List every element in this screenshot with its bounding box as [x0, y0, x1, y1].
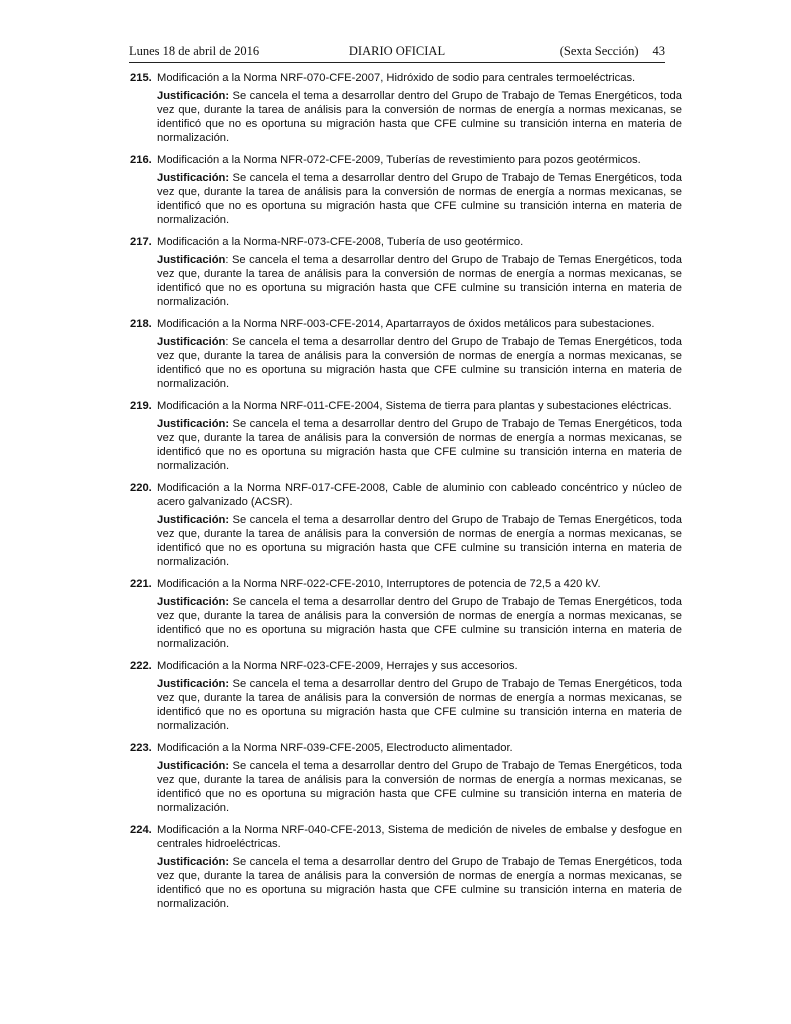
- item-title: [130, 317, 682, 331]
- header-rule: [129, 62, 665, 63]
- item-justification: [130, 677, 682, 733]
- item-title: [130, 481, 682, 509]
- justification-label: Justificación: [157, 336, 226, 348]
- item-number: 215.: [130, 72, 152, 84]
- justification-label: Justificación:: [157, 90, 230, 102]
- item-justification: [130, 513, 682, 569]
- justification-text: Se cancela el tema a desarrollar dentro del Grupo de Trabajo de Temas Energéticos, toda vez que, durante la tarea de análisis para la conversión de normas de energía a normas mexicanas, se identificó que no es oportuna su migración hasta que CFE culmine su transición interna en materia de normalización.: [157, 678, 682, 732]
- item-number: 218.: [130, 318, 152, 330]
- item-number: 220.: [130, 482, 152, 494]
- item-number: 224.: [130, 824, 152, 836]
- list-item: [130, 235, 682, 309]
- item-title-text: Modificación a la Norma NRF-003-CFE-2014, Apartarrayos de óxidos metálicos para subestaciones.: [157, 318, 655, 330]
- justification-text: Se cancela el tema a desarrollar dentro del Grupo de Trabajo de Temas Energéticos, toda vez que, durante la tarea de análisis para la conversión de normas de energía a normas mexicanas, se identificó que no es oportuna su migración hasta que CFE culmine su transición interna en materia de normalización.: [157, 514, 682, 568]
- justification-text: Se cancela el tema a desarrollar dentro del Grupo de Trabajo de Temas Energéticos, toda vez que, durante la tarea de análisis para la conversión de normas de energía a normas mexicanas, se identificó que no es oportuna su migración hasta que CFE culmine su transición interna en materia de normalización.: [157, 418, 682, 472]
- justification-text: Se cancela el tema a desarrollar dentro del Grupo de Trabajo de Temas Energéticos, toda vez que, durante la tarea de análisis para la conversión de normas de energía a normas mexicanas, se identificó que no es oportuna su migración hasta que CFE culmine su transición interna en materia de normalización.: [157, 90, 682, 144]
- header-page-number: 43: [652, 44, 665, 58]
- justification-text: : Se cancela el tema a desarrollar dentro del Grupo de Trabajo de Temas Energéticos, toda vez que, durante la tarea de análisis para la conversión de normas de energía a normas mexicanas, se identificó que no es oportuna su migración hasta que CFE culmine su transición interna en materia de normalización.: [157, 254, 682, 308]
- justification-label: Justificación:: [157, 856, 230, 868]
- justification-label: Justificación:: [157, 678, 230, 690]
- item-justification: [130, 417, 682, 473]
- list-item: [130, 823, 682, 911]
- item-title: [130, 659, 682, 673]
- justification-label: Justificación:: [157, 172, 230, 184]
- justification-label: Justificación:: [157, 418, 230, 430]
- justification-text: Se cancela el tema a desarrollar dentro del Grupo de Trabajo de Temas Energéticos, toda vez que, durante la tarea de análisis para la conversión de normas de energía a normas mexicanas, se identificó que no es oportuna su migración hasta que CFE culmine su transición interna en materia de normalización.: [157, 760, 682, 814]
- item-title-text: Modificación a la Norma NRF-070-CFE-2007, Hidróxido de sodio para centrales termoeléctricas.: [157, 72, 636, 84]
- item-justification: [130, 855, 682, 911]
- item-number: 221.: [130, 578, 152, 590]
- justification-text: Se cancela el tema a desarrollar dentro del Grupo de Trabajo de Temas Energéticos, toda vez que, durante la tarea de análisis para la conversión de normas de energía a normas mexicanas, se identificó que no es oportuna su migración hasta que CFE culmine su transición interna en materia de normalización.: [157, 596, 682, 650]
- justification-label: Justificación:: [157, 514, 230, 526]
- item-justification: [130, 335, 682, 391]
- list-item: [130, 317, 682, 391]
- justification-label: Justificación:: [157, 760, 230, 772]
- list-item: [130, 399, 682, 473]
- list-item: [130, 577, 682, 651]
- items-list: [130, 71, 682, 919]
- header-date: Lunes 18 de abril de 2016: [129, 44, 260, 58]
- list-item: [130, 741, 682, 815]
- header-section-page: [560, 44, 665, 59]
- item-title-text: Modificación a la Norma NRF-039-CFE-2005, Electroducto alimentador.: [157, 742, 513, 754]
- item-justification: [130, 595, 682, 651]
- header-publication: DIARIO OFICIAL: [348, 44, 446, 58]
- item-number: 223.: [130, 742, 152, 754]
- item-number: 217.: [130, 236, 152, 248]
- item-justification: [130, 253, 682, 309]
- justification-label: Justificación:: [157, 596, 230, 608]
- list-item: [130, 153, 682, 227]
- item-justification: [130, 759, 682, 815]
- item-title: [130, 577, 682, 591]
- item-title-text: Modificación a la Norma NRF-017-CFE-2008, Cable de aluminio con cableado concéntrico y núcleo de acero galvanizado (ACSR).: [157, 482, 682, 508]
- header-section: (Sexta Sección): [559, 44, 639, 58]
- justification-label: Justificación: [157, 254, 226, 266]
- justification-text: Se cancela el tema a desarrollar dentro del Grupo de Trabajo de Temas Energéticos, toda vez que, durante la tarea de análisis para la conversión de normas de energía a normas mexicanas, se identificó que no es oportuna su migración hasta que CFE culmine su transición interna en materia de normalización.: [157, 172, 682, 226]
- item-title: [130, 399, 682, 413]
- list-item: [130, 659, 682, 733]
- list-item: [130, 71, 682, 145]
- item-justification: [130, 89, 682, 145]
- justification-text: Se cancela el tema a desarrollar dentro del Grupo de Trabajo de Temas Energéticos, toda vez que, durante la tarea de análisis para la conversión de normas de energía a normas mexicanas, se identificó que no es oportuna su migración hasta que CFE culmine su transición interna en materia de normalización.: [157, 856, 682, 910]
- item-title: [130, 153, 682, 167]
- item-title-text: Modificación a la Norma NRF-023-CFE-2009, Herrajes y sus accesorios.: [157, 660, 518, 672]
- item-title-text: Modificación a la Norma NRF-040-CFE-2013, Sistema de medición de niveles de embalse y desfogue en centrales hidroeléctricas.: [157, 824, 682, 850]
- item-title: [130, 741, 682, 755]
- item-title-text: Modificación a la Norma NRF-022-CFE-2010, Interruptores de potencia de 72,5 a 420 kV.: [157, 578, 601, 590]
- item-title-text: Modificación a la Norma NRF-011-CFE-2004, Sistema de tierra para plantas y subestaciones eléctricas.: [157, 400, 672, 412]
- item-justification: [130, 171, 682, 227]
- item-number: 216.: [130, 154, 152, 166]
- item-title: [130, 71, 682, 85]
- item-title-text: Modificación a la Norma NFR-072-CFE-2009, Tuberías de revestimiento para pozos geotérmicos.: [157, 154, 641, 166]
- item-title-text: Modificación a la Norma-NRF-073-CFE-2008, Tubería de uso geotérmico.: [157, 236, 524, 248]
- item-number: 219.: [130, 400, 152, 412]
- item-title: [130, 235, 682, 249]
- page-header: [129, 44, 665, 62]
- list-item: [130, 481, 682, 569]
- item-number: 222.: [130, 660, 152, 672]
- justification-text: : Se cancela el tema a desarrollar dentro del Grupo de Trabajo de Temas Energéticos, toda vez que, durante la tarea de análisis para la conversión de normas de energía a normas mexicanas, se identificó que no es oportuna su migración hasta que CFE culmine su transición interna en materia de normalización.: [157, 336, 682, 390]
- item-title: [130, 823, 682, 851]
